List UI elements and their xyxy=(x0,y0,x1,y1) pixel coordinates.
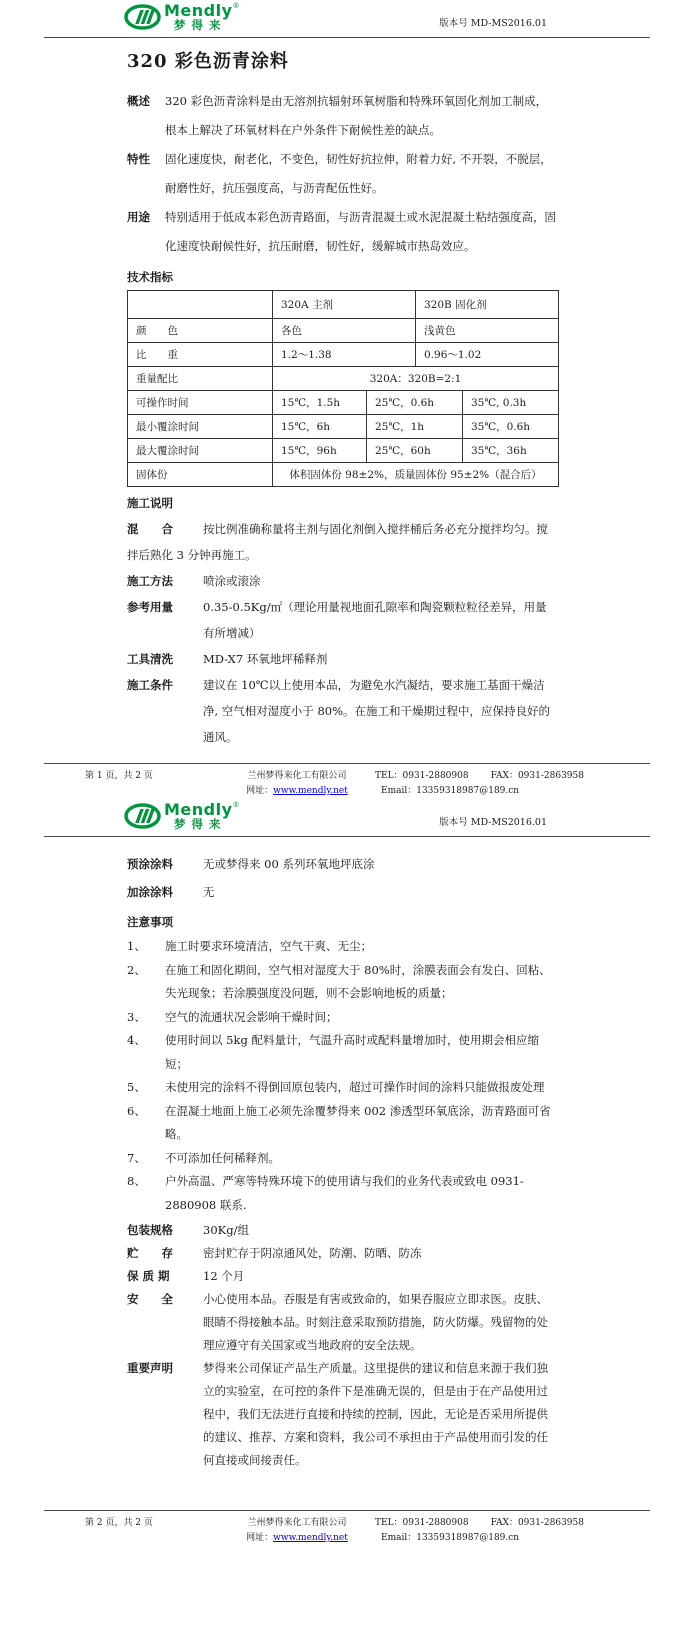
note-number: 3、 xyxy=(127,1009,146,1024)
mendly-logo xyxy=(124,802,240,831)
website-label: 网址： xyxy=(246,786,274,796)
version-label: 版本号 MD-MS2016.01 xyxy=(439,18,547,29)
table-row xyxy=(128,343,559,367)
labeled-paragraph xyxy=(127,1265,557,1288)
fax-label: FAX：0931-2863958 xyxy=(490,1518,584,1528)
note-number: 8、 xyxy=(127,1174,146,1188)
labeled-paragraph xyxy=(127,1288,557,1357)
note-text: 使用时间以 5kg 配料量计，气温升高时或配料量增加时，使用期会相应缩短； xyxy=(165,1033,539,1071)
row-label: 最大覆涂时间 xyxy=(128,439,273,463)
row-label xyxy=(128,291,273,319)
field-text: 建议在 10℃以上使用本品，为避免水汽凝结，要求施工基面干燥洁净, 空气相对湿度小于 80%。在施工和干燥期过程中，应保持良好的通风。 xyxy=(203,678,551,744)
mendly-emblem-icon xyxy=(124,4,161,30)
cell: 35℃, 0.3h xyxy=(463,391,559,415)
field-text: 按比例准确称量将主剂与固化剂倒入搅拌桶后务必充分搅拌均匀。搅拌后熟化 3 分钟再施工。 xyxy=(127,522,548,562)
page-header xyxy=(0,0,687,37)
field-label: 工具清洗 xyxy=(127,652,173,666)
registered-mark: ® xyxy=(232,801,240,809)
field-text: 喷涂或滚涂 xyxy=(203,574,261,588)
field-label: 加涂涂料 xyxy=(127,885,173,899)
note-text: 空气的流通状况会影响干燥时间； xyxy=(165,1009,338,1024)
page-header xyxy=(0,799,687,836)
page-number: 第 2 页，共 2 页 xyxy=(85,1518,153,1528)
note-item xyxy=(127,1076,557,1100)
note-number: 6、 xyxy=(127,1103,146,1118)
note-text: 施工时要求环境清洁，空气干爽、无尘； xyxy=(165,939,372,953)
field-text: 无或梦得来 00 系列环氧地坪底涂 xyxy=(203,857,375,871)
cell: 15℃，1.5h xyxy=(273,391,367,415)
row-label: 比 重 xyxy=(128,343,273,367)
page-2 xyxy=(0,799,687,1546)
cell: 25℃，60h xyxy=(367,439,463,463)
field-text: 密封贮存于阴凉通风处，防潮、防晒、防冻 xyxy=(203,1246,422,1260)
note-number: 2、 xyxy=(127,962,146,977)
cell: 体积固体份 98±2%，质量固体份 95±2%（混合后） xyxy=(273,463,559,487)
row-label: 重量配比 xyxy=(128,367,273,391)
cell: 1.2～1.38 xyxy=(273,343,416,367)
labeled-paragraph xyxy=(127,87,557,145)
column-header: 320B 固化剂 xyxy=(416,291,559,319)
field-label: 施工方法 xyxy=(127,574,173,588)
field-label: 安 全 xyxy=(127,1292,173,1306)
labeled-paragraph xyxy=(127,145,557,203)
header-rule xyxy=(44,37,650,38)
field-label: 预涂涂料 xyxy=(127,857,173,871)
labeled-paragraph xyxy=(127,850,557,878)
column-header: 320A 主剂 xyxy=(273,291,416,319)
note-number: 1、 xyxy=(127,939,146,953)
row-label: 颜 色 xyxy=(128,319,273,343)
field-label: 参考用量 xyxy=(127,600,173,614)
cell: 35℃，36h xyxy=(463,439,559,463)
field-label: 施工条件 xyxy=(127,678,173,692)
note-item xyxy=(127,935,557,959)
notes-list xyxy=(127,935,557,1217)
cell: 15℃，6h xyxy=(273,415,367,439)
note-number: 4、 xyxy=(127,1033,146,1047)
cell: 0.96～1.02 xyxy=(416,343,559,367)
note-item xyxy=(127,1006,557,1030)
mendly-emblem-icon xyxy=(124,803,161,829)
field-text: MD-X7 环氧地坪稀释剂 xyxy=(203,652,328,666)
field-text: 12 个月 xyxy=(203,1269,245,1283)
labeled-paragraph xyxy=(127,1242,557,1265)
section-label: 概述 xyxy=(127,94,150,108)
table-row xyxy=(128,367,559,391)
table-row xyxy=(128,319,559,343)
note-number: 5、 xyxy=(127,1080,146,1094)
section-label: 用途 xyxy=(127,210,150,224)
table-header-row xyxy=(128,291,559,319)
page2-footer xyxy=(0,1510,687,1546)
labeled-paragraph xyxy=(127,1219,557,1242)
note-text: 户外高温、严寒等特殊环境下的使用请与我们的业务代表或致电 0931-2880908 联系. xyxy=(165,1174,524,1212)
page-number: 第 1 页，共 2 页 xyxy=(85,771,153,781)
email-label: Email：13359318987@189.cn xyxy=(381,1533,520,1543)
note-text: 在混凝土地面上施工必须先涂覆梦得来 002 渗透型环氧底涂，沥青路面可省略。 xyxy=(165,1103,551,1141)
tel-label: TEL：0931-2880908 xyxy=(375,1518,469,1528)
registered-mark: ® xyxy=(232,2,240,10)
brand-name-cn: 梦得来 xyxy=(174,817,227,831)
table-row xyxy=(128,391,559,415)
note-text: 在施工和固化期间，空气相对湿度大于 80%时，涂膜表面会有发白、回粘、失光现象；若涂膜强度没问题，则不会影响地板的质量； xyxy=(165,962,551,1000)
table-row xyxy=(128,463,559,487)
brand-name: Mendly xyxy=(164,1,233,20)
precoat-section xyxy=(127,850,557,906)
website-link[interactable]: www.mendly.net xyxy=(273,786,348,796)
note-item xyxy=(127,959,557,1006)
labeled-paragraph xyxy=(127,672,557,750)
construction-section-title: 施工说明 xyxy=(127,496,173,510)
website-label: 网址： xyxy=(246,1533,274,1543)
field-label: 包装规格 xyxy=(127,1223,173,1237)
table-row xyxy=(128,439,559,463)
note-text: 未使用完的涂料不得倒回原包装内，超过可操作时间的涂料只能做报废处理 xyxy=(165,1080,545,1094)
tech-spec-table xyxy=(127,290,559,487)
field-text: 无 xyxy=(203,885,215,899)
brand-name-cn: 梦得来 xyxy=(174,18,227,32)
note-number: 7、 xyxy=(127,1150,146,1165)
field-label: 混 合 xyxy=(127,522,173,536)
info-section xyxy=(127,1219,557,1472)
row-label: 固体份 xyxy=(128,463,273,487)
cell: 浅黄色 xyxy=(416,319,559,343)
labeled-paragraph xyxy=(127,1357,557,1472)
note-item xyxy=(127,1100,557,1147)
section-text: 特别适用于低成本彩色沥青路面，与沥青混凝土或水泥混凝土粘结强度高，固化速度快耐候性好，抗压耐磨，韧性好，缓解城市热岛效应。 xyxy=(165,210,556,253)
company-name: 兰州梦得来化工有限公司 xyxy=(247,1518,347,1528)
cell: 各色 xyxy=(273,319,416,343)
labeled-paragraph xyxy=(127,646,557,672)
table-row xyxy=(128,415,559,439)
labeled-paragraph xyxy=(127,594,557,646)
page-title: 320 彩色沥青涂料 xyxy=(127,51,289,72)
footer-rule xyxy=(44,1510,650,1511)
page-1 xyxy=(0,0,687,799)
section-text: 320 彩色沥青涂料是由无溶剂抗辐射环氧树脂和特殊环氧固化剂加工制成，根本上解决了环氧材料在户外条件下耐候性差的缺点。 xyxy=(165,94,548,137)
labeled-paragraph xyxy=(127,516,557,568)
intro-section xyxy=(127,87,557,261)
website-link[interactable]: www.mendly.net xyxy=(273,1533,348,1543)
tel-label: TEL：0931-2880908 xyxy=(375,771,469,781)
header-rule xyxy=(44,836,650,837)
note-item xyxy=(127,1147,557,1171)
cell: 320A：320B=2:1 xyxy=(273,367,559,391)
field-text: 30Kg/组 xyxy=(203,1223,249,1237)
notes-section-title: 注意事项 xyxy=(127,915,173,929)
field-label: 保 质 期 xyxy=(127,1269,170,1283)
note-item xyxy=(127,1170,557,1217)
cell: 35℃，0.6h xyxy=(463,415,559,439)
construction-section xyxy=(127,516,557,750)
note-item xyxy=(127,1029,557,1076)
note-text: 不可添加任何稀释剂。 xyxy=(165,1150,280,1165)
version-label: 版本号 MD-MS2016.01 xyxy=(439,817,547,828)
field-text: 小心使用本品。吞服是有害或致命的，如果吞服应立即求医。皮肤、眼睛不得接触本品。时刻注意采取预防措施，防火防爆。残留物的处理应遵守有关国家或当地政府的安全法规。 xyxy=(203,1292,548,1352)
field-text: 梦得来公司保证产品生产质量。这里提供的建议和信息来源于我们独立的实验室，在可控的条件下是准确无误的，但是由于在产品使用过程中，我们无法进行直接和持续的控制，因此，无论是否采用所提供的建议、推荐、方案和资料，我公司不承担由于产品使用而引发的任何直接或间接责任。 xyxy=(203,1361,548,1467)
email-label: Email：13359318987@189.cn xyxy=(381,786,520,796)
footer-rule xyxy=(44,763,650,764)
field-label: 重要声明 xyxy=(127,1361,173,1375)
field-text: 0.35-0.5Kg/㎡（理论用量视地面孔隙率和陶瓷颗粒粒径差异，用量有所增减） xyxy=(203,600,547,640)
tech-section-title: 技术指标 xyxy=(127,270,173,284)
labeled-paragraph xyxy=(127,878,557,906)
labeled-paragraph xyxy=(127,568,557,594)
cell: 25℃，0.6h xyxy=(367,391,463,415)
row-label: 可操作时间 xyxy=(128,391,273,415)
brand-name: Mendly xyxy=(164,800,233,819)
section-label: 特性 xyxy=(127,152,150,166)
labeled-paragraph xyxy=(127,203,557,261)
company-name: 兰州梦得来化工有限公司 xyxy=(247,771,347,781)
page1-footer xyxy=(0,763,687,799)
row-label: 最小覆涂时间 xyxy=(128,415,273,439)
mendly-logo xyxy=(124,3,240,32)
fax-label: FAX：0931-2863958 xyxy=(490,771,584,781)
cell: 25℃，1h xyxy=(367,415,463,439)
cell: 15℃，96h xyxy=(273,439,367,463)
field-label: 贮 存 xyxy=(127,1246,173,1260)
section-text: 固化速度快，耐老化，不变色，韧性好抗拉伸，附着力好, 不开裂，不脱层，耐磨性好，抗压强度高，与沥青配伍性好。 xyxy=(165,152,552,195)
